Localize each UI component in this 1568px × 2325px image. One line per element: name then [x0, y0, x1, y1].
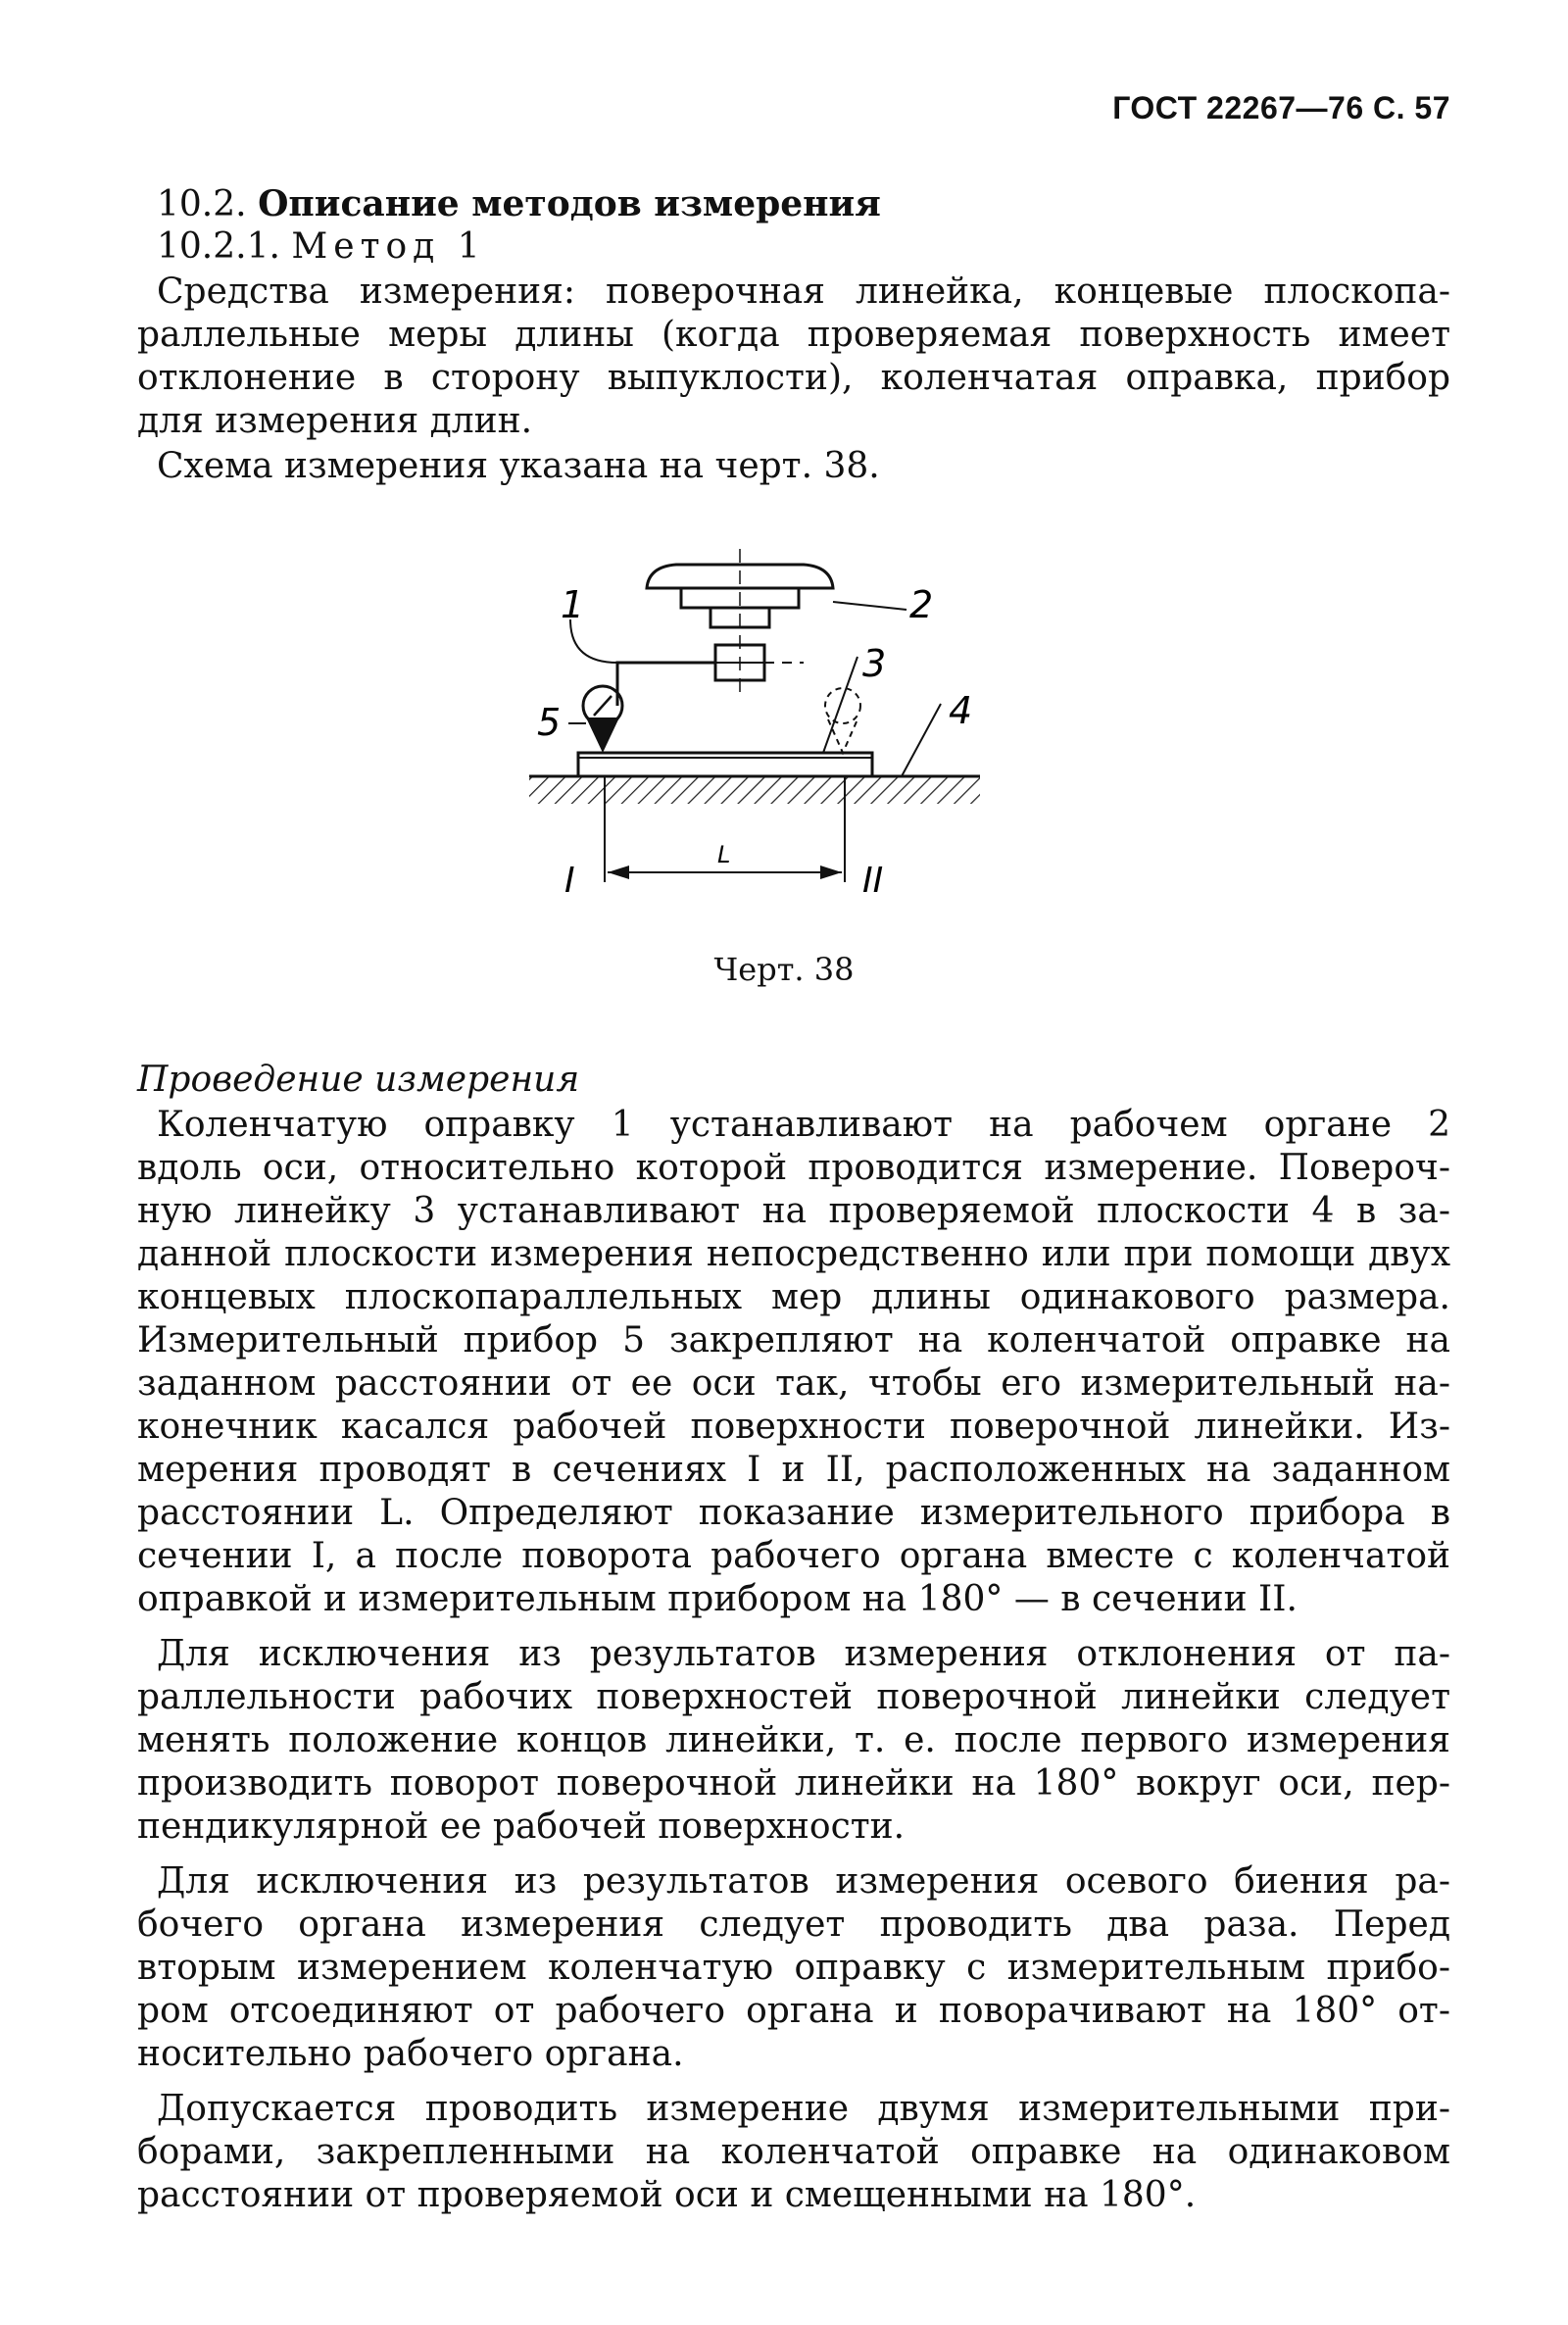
label-4: 4: [949, 689, 973, 732]
paragraph1-line: ную линейку 3 устанавливают на проверяемой плоскости 4 в за-: [137, 1191, 1450, 1231]
paragraph1-line: заданном расстоянии от ее оси так, чтобы его измерительный на-: [137, 1363, 1450, 1404]
paragraph1-line: сечении I, а после поворота рабочего органа вместе с коленчатой: [137, 1536, 1450, 1576]
paragraph1-line: данной плоскости измерения непосредственно или при помощи двух: [137, 1234, 1450, 1274]
paragraph3-line: ром отсоединяют от рабочего органа и поворачивают на 180° от-: [137, 1991, 1450, 2031]
indicator-right-ghost: [825, 688, 860, 723]
paragraph3-line: вторым измерением коленчатую оправку с измерительным прибо-: [137, 1948, 1450, 1988]
page-header: ГОСТ 22267—76 С. 57: [1112, 90, 1450, 125]
intro-line: раллельные меры длины (когда проверяемая поверхность имеет: [137, 315, 1450, 355]
paragraph2-line: раллельности рабочих поверхностей поверочной линейки следует: [137, 1677, 1450, 1717]
straightedge: [578, 753, 872, 776]
label-distance-L: L: [717, 841, 731, 868]
intro-line: для измерения длин.: [137, 401, 533, 441]
paragraph1-line: Коленчатую оправку 1 устанавливают на рабочем органе 2: [157, 1105, 1450, 1145]
label-2: 2: [909, 583, 934, 626]
label-section-I: I: [564, 861, 575, 901]
label-3: 3: [862, 642, 887, 685]
section-number: 10.2.: [157, 184, 247, 224]
method-title: Метод 1: [291, 226, 486, 267]
indicator-left-tip: [586, 717, 619, 753]
paragraph3-line: носительно рабочего органа.: [137, 2034, 684, 2074]
paragraph3-line: бочего органа измерения следует проводить два раза. Перед: [137, 1905, 1450, 1945]
method-heading: [157, 225, 1470, 269]
intro-line: Средства измерения: поверочная линейка, концевые плоскопа-: [157, 272, 1450, 312]
paragraph4-line: расстоянии от проверяемой оси и смещенными на 180°.: [137, 2175, 1197, 2215]
checked-surface: [529, 776, 980, 804]
paragraph2-line: менять положение концов линейки, т. е. после первого измерения: [137, 1720, 1450, 1760]
paragraph4-line: Допускается проводить измерение двумя измерительными при-: [157, 2089, 1450, 2129]
paragraph4-line: борами, закрепленными на коленчатой оправке на одинаковом: [137, 2132, 1450, 2172]
cranked-arbor: [617, 663, 715, 706]
paragraph1-line: конечник касался рабочей поверхности поверочной линейки. Из-: [137, 1407, 1450, 1447]
section-title: Описание методов измерения: [258, 183, 881, 224]
paragraph2-line: Для исключения из результатов измерения отклонения от па-: [157, 1634, 1450, 1674]
label-1: 1: [561, 583, 585, 626]
label-5: 5: [537, 701, 562, 744]
paragraph1-line: концевых плоскопараллельных мер длины одинакового размера.: [137, 1277, 1450, 1317]
measurement-diagram: [510, 549, 1000, 931]
paragraph1-line: оправкой и измерительным прибором на 180° — в сечении II.: [137, 1579, 1298, 1619]
paragraph1-line: расстоянии L. Определяют показание измерительного прибора в: [137, 1493, 1450, 1533]
scheme-reference: Схема измерения указана на черт. 38.: [157, 446, 880, 486]
label-section-II: II: [862, 861, 884, 901]
method-number: 10.2.1.: [157, 226, 280, 267]
paragraph1-line: мерения проводят в сечениях I и II, расположенных на заданном: [137, 1450, 1451, 1490]
procedure-heading: Проведение измерения: [137, 1060, 580, 1100]
figure-caption: Черт. 38: [713, 951, 855, 988]
paragraph1-line: Измерительный прибор 5 закрепляют на коленчатой оправке на: [137, 1320, 1450, 1360]
paragraph2-line: производить поворот поверочной линейки на 180° вокруг оси, пер-: [137, 1763, 1450, 1804]
intro-line: отклонение в сторону выпуклости), коленчатая оправка, прибор: [137, 358, 1450, 398]
paragraph1-line: вдоль оси, относительно которой проводится измерение. Повероч-: [137, 1148, 1450, 1188]
paragraph3-line: Для исключения из результатов измерения осевого биения ра-: [157, 1861, 1450, 1902]
section-heading: [157, 182, 1470, 226]
paragraph2-line: пендикулярной ее рабочей поверхности.: [137, 1806, 906, 1847]
